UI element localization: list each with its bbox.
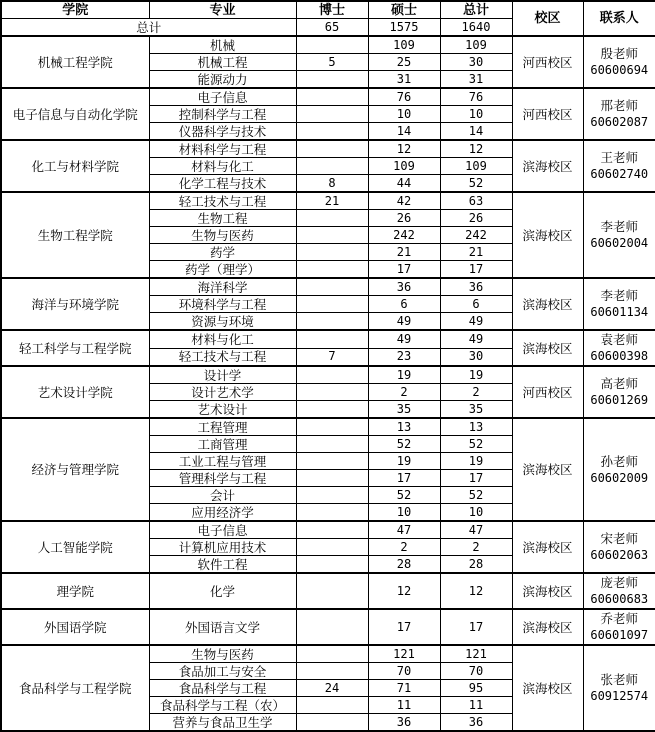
master-count: 49 [368, 313, 440, 331]
contact-phone: 60600683 [584, 591, 655, 608]
master-count: 17 [368, 609, 440, 645]
major-name: 轻工技术与工程 [149, 348, 296, 366]
phd-count [296, 140, 368, 158]
phd-count [296, 418, 368, 436]
table-row [1, 36, 655, 54]
major-name: 电子信息 [149, 88, 296, 106]
contact-cell [583, 36, 655, 88]
total-count: 47 [440, 521, 512, 539]
college-name: 海洋与环境学院 [1, 278, 149, 330]
major-name: 药学（理学） [149, 261, 296, 279]
major-name: 电子信息 [149, 521, 296, 539]
contact-cell [583, 645, 655, 731]
master-count: 70 [368, 663, 440, 680]
major-name: 计算机应用技术 [149, 539, 296, 556]
major-name: 营养与食品卫生学 [149, 714, 296, 732]
master-count: 35 [368, 401, 440, 419]
master-count: 52 [368, 487, 440, 504]
contact-cell [583, 330, 655, 366]
master-count: 17 [368, 470, 440, 487]
campus-name: 河西校区 [512, 88, 583, 140]
phd-count [296, 210, 368, 227]
major-name: 外国语言文学 [149, 609, 296, 645]
table-row [1, 366, 655, 384]
college-name: 经济与管理学院 [1, 418, 149, 521]
college-name: 生物工程学院 [1, 192, 149, 278]
college-name: 外国语学院 [1, 609, 149, 645]
table-row [1, 645, 655, 663]
phd-count: 8 [296, 175, 368, 193]
header-phd: 博士 [296, 1, 368, 19]
campus-name: 滨海校区 [512, 645, 583, 731]
major-name: 材料与化工 [149, 158, 296, 175]
campus-name: 滨海校区 [512, 192, 583, 278]
table-row [1, 521, 655, 539]
master-count: 52 [368, 436, 440, 453]
total-count: 26 [440, 210, 512, 227]
master-count: 242 [368, 227, 440, 244]
campus-name: 滨海校区 [512, 418, 583, 521]
total-count: 30 [440, 54, 512, 71]
master-count: 2 [368, 539, 440, 556]
total-count: 31 [440, 71, 512, 89]
contact-cell [583, 278, 655, 330]
total-count: 19 [440, 453, 512, 470]
master-count: 12 [368, 573, 440, 609]
major-name: 仪器科学与技术 [149, 123, 296, 141]
phd-count [296, 313, 368, 331]
major-name: 应用经济学 [149, 504, 296, 522]
campus-name: 滨海校区 [512, 573, 583, 609]
contact-name: 邢老师 [584, 97, 655, 114]
master-count: 13 [368, 418, 440, 436]
contact-phone: 60602004 [584, 235, 655, 252]
major-name: 生物工程 [149, 210, 296, 227]
total-count: 109 [440, 158, 512, 175]
phd-count [296, 645, 368, 663]
total-count: 17 [440, 609, 512, 645]
summary-label: 总计 [1, 19, 296, 37]
phd-count [296, 227, 368, 244]
contact-phone: 60602740 [584, 166, 655, 183]
phd-count [296, 384, 368, 401]
major-name: 工程管理 [149, 418, 296, 436]
major-name: 能源动力 [149, 71, 296, 89]
table-body [1, 36, 655, 731]
major-name: 工商管理 [149, 436, 296, 453]
college-name: 电子信息与自动化学院 [1, 88, 149, 140]
contact-name: 殷老师 [584, 45, 655, 62]
contact-phone: 60601097 [584, 627, 655, 644]
major-name: 食品科学与工程 [149, 680, 296, 697]
master-count: 36 [368, 714, 440, 732]
total-count: 70 [440, 663, 512, 680]
major-name: 材料科学与工程 [149, 140, 296, 158]
major-name: 软件工程 [149, 556, 296, 574]
master-count: 10 [368, 504, 440, 522]
contact-name: 宋老师 [584, 530, 655, 547]
total-count: 2 [440, 539, 512, 556]
master-count: 36 [368, 278, 440, 296]
phd-count [296, 521, 368, 539]
master-count: 28 [368, 556, 440, 574]
major-name: 食品加工与安全 [149, 663, 296, 680]
header-contact: 联系人 [583, 1, 655, 36]
total-count: 109 [440, 36, 512, 54]
total-count: 21 [440, 244, 512, 261]
contact-name: 高老师 [584, 375, 655, 392]
header-major: 专业 [149, 1, 296, 19]
major-name: 化学 [149, 573, 296, 609]
contact-name: 王老师 [584, 149, 655, 166]
master-count: 17 [368, 261, 440, 279]
total-count: 17 [440, 261, 512, 279]
total-count: 6 [440, 296, 512, 313]
phd-count [296, 556, 368, 574]
contact-phone: 60602009 [584, 470, 655, 487]
master-count: 6 [368, 296, 440, 313]
phd-count [296, 714, 368, 732]
major-name: 材料与化工 [149, 330, 296, 348]
master-count: 23 [368, 348, 440, 366]
total-count: 36 [440, 714, 512, 732]
college-name: 艺术设计学院 [1, 366, 149, 418]
contact-phone: 60601134 [584, 304, 655, 321]
phd-count [296, 261, 368, 279]
total-count: 28 [440, 556, 512, 574]
major-name: 设计艺术学 [149, 384, 296, 401]
master-count: 109 [368, 36, 440, 54]
campus-name: 滨海校区 [512, 609, 583, 645]
contact-phone: 60602063 [584, 547, 655, 564]
total-count: 2 [440, 384, 512, 401]
college-name: 化工与材料学院 [1, 140, 149, 192]
total-count: 13 [440, 418, 512, 436]
header-total: 总计 [440, 1, 512, 19]
master-count: 19 [368, 366, 440, 384]
campus-name: 河西校区 [512, 36, 583, 88]
contact-cell [583, 192, 655, 278]
phd-count [296, 88, 368, 106]
campus-name: 河西校区 [512, 366, 583, 418]
contact-cell [583, 573, 655, 609]
total-count: 12 [440, 573, 512, 609]
contact-name: 庞老师 [584, 574, 655, 591]
total-count: 242 [440, 227, 512, 244]
major-name: 会计 [149, 487, 296, 504]
phd-count [296, 71, 368, 89]
contact-cell [583, 418, 655, 521]
contact-name: 孙老师 [584, 453, 655, 470]
master-count: 109 [368, 158, 440, 175]
phd-count [296, 436, 368, 453]
major-name: 环境科学与工程 [149, 296, 296, 313]
phd-count [296, 36, 368, 54]
total-count: 121 [440, 645, 512, 663]
phd-count [296, 330, 368, 348]
header-college: 学院 [1, 1, 149, 19]
total-count: 52 [440, 487, 512, 504]
campus-name: 滨海校区 [512, 521, 583, 573]
master-count: 44 [368, 175, 440, 193]
master-count: 25 [368, 54, 440, 71]
major-name: 化学工程与技术 [149, 175, 296, 193]
table-row [1, 192, 655, 210]
total-count: 12 [440, 140, 512, 158]
phd-count [296, 470, 368, 487]
contact-phone: 60912574 [584, 688, 655, 705]
major-name: 药学 [149, 244, 296, 261]
contact-cell [583, 366, 655, 418]
phd-count: 21 [296, 192, 368, 210]
contact-name: 乔老师 [584, 610, 655, 627]
total-count: 76 [440, 88, 512, 106]
phd-count [296, 366, 368, 384]
phd-count [296, 123, 368, 141]
major-name: 艺术设计 [149, 401, 296, 419]
contact-name: 李老师 [584, 287, 655, 304]
phd-count [296, 401, 368, 419]
summary-total: 1640 [440, 19, 512, 37]
major-name: 海洋科学 [149, 278, 296, 296]
total-count: 49 [440, 330, 512, 348]
total-count: 19 [440, 366, 512, 384]
table-row [1, 418, 655, 436]
contact-cell [583, 521, 655, 573]
master-count: 21 [368, 244, 440, 261]
master-count: 47 [368, 521, 440, 539]
summary-master: 1575 [368, 19, 440, 37]
phd-count [296, 244, 368, 261]
table-row [1, 609, 655, 645]
total-count: 52 [440, 436, 512, 453]
contact-phone: 60600694 [584, 62, 655, 79]
major-name: 资源与环境 [149, 313, 296, 331]
table-row [1, 140, 655, 158]
contact-cell [583, 140, 655, 192]
table-row [1, 330, 655, 348]
phd-count [296, 539, 368, 556]
major-name: 机械 [149, 36, 296, 54]
phd-count [296, 663, 368, 680]
master-count: 19 [368, 453, 440, 470]
master-count: 42 [368, 192, 440, 210]
major-name: 食品科学与工程（农） [149, 697, 296, 714]
college-name: 食品科学与工程学院 [1, 645, 149, 731]
master-count: 26 [368, 210, 440, 227]
college-name: 机械工程学院 [1, 36, 149, 88]
contact-name: 李老师 [584, 218, 655, 235]
phd-count [296, 296, 368, 313]
total-count: 36 [440, 278, 512, 296]
summary-phd: 65 [296, 19, 368, 37]
phd-count [296, 106, 368, 123]
contact-phone: 60602087 [584, 114, 655, 131]
header-row [1, 1, 655, 19]
major-name: 控制科学与工程 [149, 106, 296, 123]
total-count: 10 [440, 504, 512, 522]
total-count: 30 [440, 348, 512, 366]
total-count: 10 [440, 106, 512, 123]
table-row [1, 88, 655, 106]
total-count: 35 [440, 401, 512, 419]
header-campus: 校区 [512, 1, 583, 36]
major-name: 设计学 [149, 366, 296, 384]
phd-count: 7 [296, 348, 368, 366]
contact-phone: 60601269 [584, 392, 655, 409]
master-count: 2 [368, 384, 440, 401]
major-name: 生物与医药 [149, 227, 296, 244]
master-count: 14 [368, 123, 440, 141]
major-name: 生物与医药 [149, 645, 296, 663]
campus-name: 滨海校区 [512, 140, 583, 192]
major-name: 工业工程与管理 [149, 453, 296, 470]
campus-name: 滨海校区 [512, 330, 583, 366]
contact-cell [583, 609, 655, 645]
contact-phone: 60600398 [584, 348, 655, 365]
total-count: 14 [440, 123, 512, 141]
total-count: 49 [440, 313, 512, 331]
master-count: 71 [368, 680, 440, 697]
total-count: 17 [440, 470, 512, 487]
phd-count [296, 453, 368, 470]
master-count: 49 [368, 330, 440, 348]
phd-count [296, 487, 368, 504]
major-name: 管理科学与工程 [149, 470, 296, 487]
master-count: 76 [368, 88, 440, 106]
header-master: 硕士 [368, 1, 440, 19]
table-row [1, 278, 655, 296]
master-count: 11 [368, 697, 440, 714]
college-name: 理学院 [1, 573, 149, 609]
major-name: 轻工技术与工程 [149, 192, 296, 210]
master-count: 10 [368, 106, 440, 123]
phd-count [296, 278, 368, 296]
phd-count: 5 [296, 54, 368, 71]
college-name: 轻工科学与工程学院 [1, 330, 149, 366]
phd-count [296, 609, 368, 645]
phd-count [296, 504, 368, 522]
campus-name: 滨海校区 [512, 278, 583, 330]
college-name: 人工智能学院 [1, 521, 149, 573]
master-count: 121 [368, 645, 440, 663]
phd-count [296, 158, 368, 175]
total-count: 95 [440, 680, 512, 697]
table-row [1, 573, 655, 609]
total-count: 63 [440, 192, 512, 210]
contact-name: 张老师 [584, 671, 655, 688]
total-count: 52 [440, 175, 512, 193]
phd-count [296, 573, 368, 609]
major-name: 机械工程 [149, 54, 296, 71]
contact-name: 袁老师 [584, 331, 655, 348]
master-count: 31 [368, 71, 440, 89]
total-count: 11 [440, 697, 512, 714]
master-count: 12 [368, 140, 440, 158]
phd-count: 24 [296, 680, 368, 697]
contact-cell [583, 88, 655, 140]
